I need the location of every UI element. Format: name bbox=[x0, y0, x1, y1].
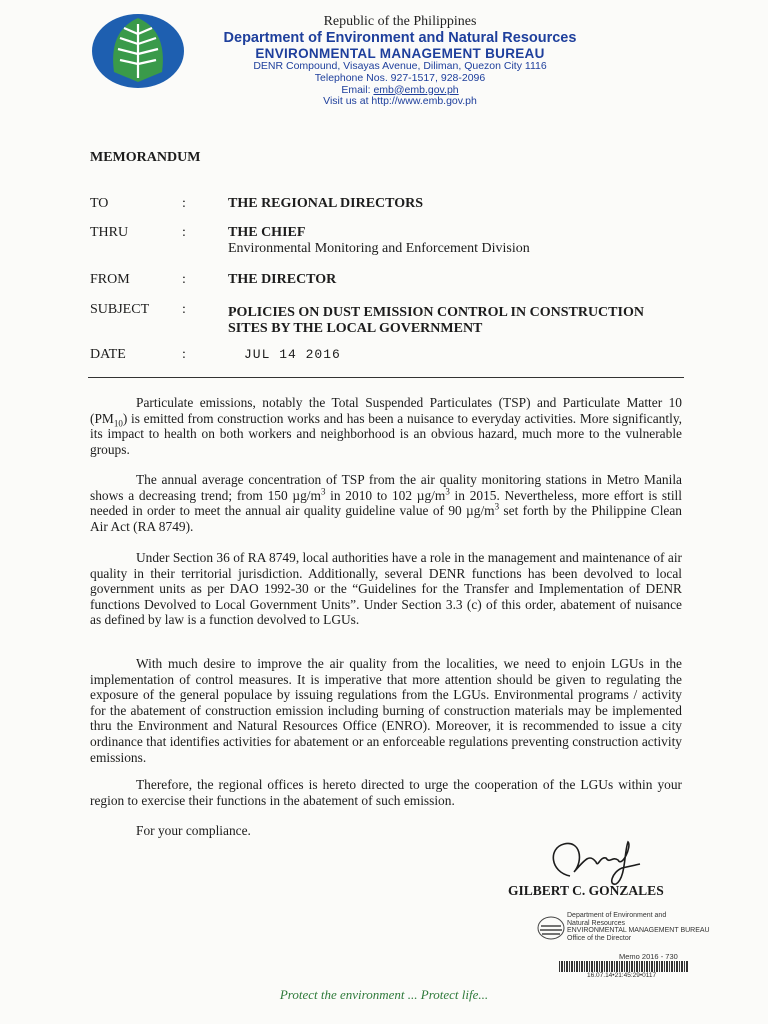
signatory-name: GILBERT C. GONZALES bbox=[508, 883, 664, 898]
compliance-line: For your compliance. bbox=[136, 823, 251, 838]
thru-label: THRU bbox=[90, 225, 129, 240]
stamp-line-4: Office of the Director bbox=[567, 934, 632, 942]
telephone-line: Telephone Nos. 927-1517, 928-2096 bbox=[314, 71, 486, 84]
from-colon: : bbox=[182, 272, 186, 287]
stamp-line-2: Natural Resources bbox=[567, 919, 625, 927]
date-stamp: JUL 14 2016 bbox=[244, 347, 341, 362]
from-value bbox=[228, 272, 688, 288]
thru-colon: : bbox=[182, 225, 186, 240]
emb-stamp-logo-icon bbox=[537, 916, 565, 940]
date-label: DATE bbox=[90, 347, 126, 362]
p2-text-b: in 2010 to 102 µg/m bbox=[325, 487, 446, 503]
subject-label: SUBJECT bbox=[90, 302, 150, 317]
email-link[interactable]: emb@emb.gov.ph bbox=[373, 83, 459, 96]
to-colon: : bbox=[182, 196, 186, 211]
to-text: THE REGIONAL DIRECTORS bbox=[228, 196, 424, 211]
memo-title: MEMORANDUM bbox=[90, 150, 201, 165]
subject-value bbox=[228, 305, 688, 337]
to-value bbox=[228, 196, 688, 212]
cubic-superscript-3: 3 bbox=[494, 501, 500, 512]
stamp-line-1: Department of Environment and bbox=[567, 912, 667, 919]
thru-value bbox=[228, 225, 688, 257]
subject-colon: : bbox=[182, 302, 186, 317]
republic-line: Republic of the Philippines bbox=[323, 14, 477, 29]
date-colon: : bbox=[182, 347, 186, 362]
website-line[interactable]: Visit us at http://www.emb.gov.ph bbox=[323, 95, 477, 108]
barcode-icon bbox=[559, 961, 689, 972]
paragraph-5 bbox=[90, 777, 682, 808]
p2-text-d: set forth by the Philippine Clean Air Act (RA 8749). bbox=[90, 503, 683, 534]
bureau-name: ENVIRONMENTAL MANAGEMENT BUREAU bbox=[255, 45, 545, 61]
denr-logo-icon bbox=[90, 12, 186, 90]
p2-text-a: The annual average concentration of TSP from the air quality monitoring stations in Metro Manila shows a decreasing trend; from 150 µg/m bbox=[90, 472, 682, 503]
subject-line-2: SITES BY THE LOCAL GOVERNMENT bbox=[228, 321, 483, 337]
p3-text: Under Section 36 of RA 8749, local authorities have a role in the management and maintenance of air quality in their territorial jurisdiction. Additionally, several DENR functions has been devolved to local government units as per DAO 1992-30 or the “Guidelines for the Transfer and Implementation of DENR functions Devolved to Local Government Units”. Under Section 3.3 (c) of this order, abatement of nuisance as defined by law is a function devolved to LGUs. bbox=[90, 550, 682, 628]
p1-text-a: Particulate emissions, notably the Total Suspended Particulates (TSP) and Particulate Matter 10 (PM bbox=[90, 395, 682, 426]
paragraph-2 bbox=[90, 472, 682, 534]
from-label: FROM bbox=[90, 272, 130, 287]
email-label: Email: bbox=[341, 83, 371, 96]
received-stamp bbox=[537, 912, 717, 984]
address-line: DENR Compound, Visayas Avenue, Diliman, Quezon City 1116 bbox=[253, 60, 547, 73]
letterhead bbox=[200, 14, 600, 108]
stamp-line-3: ENVIRONMENTAL MANAGEMENT BUREAU bbox=[567, 927, 710, 934]
cubic-superscript-2: 3 bbox=[445, 486, 450, 497]
cubic-superscript-1: 3 bbox=[320, 486, 326, 497]
stamp-barcode-code: 16.07.14•21:45:29•0117 bbox=[587, 972, 657, 979]
p4-text: With much desire to improve the air quality from the localities, we need to enjoin LGUs in the implementation of control measures. It is imperative that more attention should be given to regulating the exposure of the general populace by issuing regulations from the LGUs. Environmental programs / activity for the abatement of construction emission including burning of construction materials may be implemented thru the Environment and Natural Resources Office (ENRO). Moreover, it is recommended to issue a city ordinance that identifies activities for abatement or an enforceable regulations preventing construction activity emissions. bbox=[90, 656, 682, 765]
thru-subtext: Environmental Monitoring and Enforcement Division bbox=[228, 241, 530, 257]
subject-line-1: POLICIES ON DUST EMISSION CONTROL IN CONSTRUCTION bbox=[228, 305, 644, 320]
thru-text: THE CHIEF bbox=[228, 225, 306, 240]
handwritten-signature-icon bbox=[540, 838, 650, 888]
footer-tagline: Protect the environment ... Protect life... bbox=[279, 987, 489, 1002]
from-text: THE DIRECTOR bbox=[228, 272, 337, 287]
to-label: TO bbox=[90, 196, 109, 211]
stamp-text bbox=[567, 912, 717, 942]
paragraph-4 bbox=[90, 656, 682, 765]
p1-text-b: ) is emitted from construction works and has been a nuisance to everyday activities. More significantly, its impact to health on both workers and neighborhood is an obvious hazard, much more to the vulnerable groups. bbox=[90, 410, 682, 457]
pm10-subscript: 10 bbox=[113, 418, 123, 429]
paragraph-1 bbox=[90, 395, 682, 457]
header-divider bbox=[88, 377, 684, 378]
department-name: Department of Environment and Natural Resources bbox=[223, 29, 577, 46]
p2-text-c: in 2015. Nevertheless, more effort is still needed in order to meet the annual air quality guideline value of 90 µg/m bbox=[90, 487, 682, 519]
p5-text: Therefore, the regional offices is hereto directed to urge the cooperation of the LGUs within your region to exercise their functions in the abatement of such emission. bbox=[90, 777, 682, 808]
stamp-memo-number: Memo 2016 - 730 bbox=[619, 952, 678, 961]
paragraph-3 bbox=[90, 550, 682, 628]
